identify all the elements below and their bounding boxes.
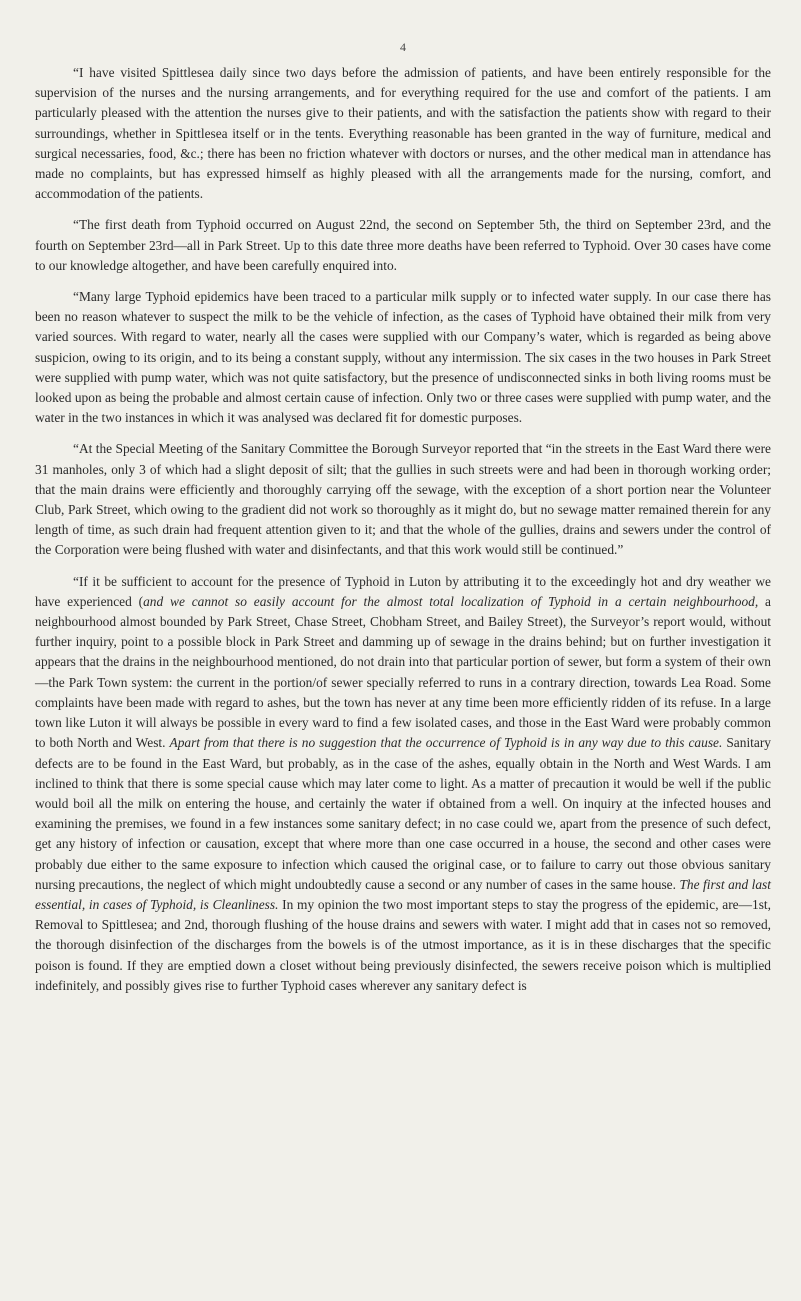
conclusions-text-4: In my opinion the two most important steps to stay the progress of the epidemic, are—1st, Removal to Spittlesea; and 2nd, thorough flushing of the house drains and sewers with water. I might add that in cases not so removed, the thorough disinfection of the discharges from the bowels is of the utmost importance, as it is in these discharges that the specific poison is found. If they are emptied down a closet without being previously disinfected, the sewers receive poison which is multiplied indefinitely, and possibly gives rise to further Typhoid cases wherever any sanitary defect is	[35, 896, 771, 993]
paragraph-conclusions	[35, 572, 771, 996]
conclusions-italic-1: and we cannot so easily account for the almost total localization of Typhoid in a certain neighbourhood,	[143, 593, 759, 609]
conclusions-text-1: “If it be sufficient to account for the presence of Typhoid in Luton by attributing it to the exceedingly hot and dry weather we have experienced (	[35, 573, 771, 609]
paragraph-milk-and-water: “Many large Typhoid epidemics have been traced to a particular milk supply or to infected water supply. In our case there has been no reason whatever to suspect the milk to be the vehicle of infection, as the cases of Typhoid have obtained their milk from very varied sources. With regard to water, nearly all the cases were supplied with our Company’s water, which is regarded as being above suspicion, owing to its origin, and to its being a constant supply, without any intermission. The six cases in the two houses in Park Street were supplied with pump water, which was not quite satisfactory, but the presence of undisconnected sinks in both living rooms must be looked upon as being the probable and almost certain cause of infection. Only two or three cases were supplied with pump water, and the water in the two instances in which it was analysed was declared fit for domestic purposes.	[35, 289, 771, 426]
conclusions-italic-2: Apart from that there is no suggestion that the occurrence of Typhoid is in any way due to this cause.	[169, 735, 723, 751]
conclusions-italic-3: The first and last essential, in cases of Typhoid, is Cleanliness.	[35, 876, 771, 912]
conclusions-text-2: a neighbourhood almost bounded by Park Street, Chase Street, Chobham Street, and Bailey Street), the Surveyor’s report would, without further inquiry, point to a possible block in Park Street and damming up of sewage in the drains behind; but on further investigation it appears that the drains in the neighbourhood mentioned, do not drain into that particular portion of sewer, but form a system of their own—the Park Town system: the current in the portion/of sewer specially referred to runs in a contrary direction, towards Lea Road. Some complaints have been made with regard to ashes, but the town has never at any time been more efficiently ridden of its refuse. In a large town like Luton it will always be possible in every ward to find a few isolated cases, and those in the East Ward were probably common to both North and West.	[35, 593, 771, 751]
paragraph-spittlesea-visits: “I have visited Spittlesea daily since two days before the admission of patients, and have been entirely responsible for the supervision of the nurses and the nursing arrangements, and for everything required for the use and comfort of the patients. I am particularly pleased with the attention the nurses give to their patients, and with the satisfaction the patients show with regard to their surroundings, whether in Spittlesea itself or in the tents. Everything reasonable has been granted in the way of furniture, medical and surgical necessaries, food, &c.; there has been no friction whatever with doctors or nurses, and the other medical man in attendance has made no complaints, but has expressed himself as highly pleased with all the arrangements made for the nursing, comfort, and accommodation of the patients.	[35, 65, 771, 202]
paragraph-typhoid-deaths: “The first death from Typhoid occurred on August 22nd, the second on September 5th, the third on September 23rd, and the fourth on September 23rd—all in Park Street. Up to this date three more deaths have been referred to Typhoid. Over 30 cases have come to our knowledge altogether, and have been carefully enquired into.	[35, 217, 771, 273]
paragraph-surveyor-report: “At the Special Meeting of the Sanitary Committee the Borough Surveyor reported that “in the streets in the East Ward there were 31 manholes, only 3 of which had a slight deposit of silt; that the gullies in such streets were and had been in thorough working order; that the main drains were efficiently and thoroughly carrying off the sewage, with the exception of a short portion near the Volunteer Club, Park Street, which owing to the gradient did not work so thoroughly as it might do, but no sewage matter remained therein for any length of time, as such drain had frequent attention given to it; and that the whole of the gullies, drains and sewers under the control of the Corporation were being flushed with water and disinfectants, and that this work would still be continued.”	[35, 441, 771, 558]
conclusions-text-3: Sanitary defects are to be found in the East Ward, but probably, as in the case of the ashes, equally obtain in the North and West Wards. I am inclined to think that there is some special cause which may later come to light. As a matter of precaution it would be well if the public would boil all the milk on entering the house, and certainly the water if obtained from a well. On inquiry at the infected houses and examining the premises, we found in a few instances some sanitary defect; in no case could we, apart from the presence of such defect, get any history of infection or causation, except that where more than one case occurred in a house, the second and other cases were probably due either to the same exposure to infection which caused the original case, or to failure to carry out those obvious sanitary nursing precautions, the neglect of which might undoubtedly cause a second or any number of cases in the same house.	[35, 735, 771, 892]
page-number: 4	[400, 40, 406, 54]
